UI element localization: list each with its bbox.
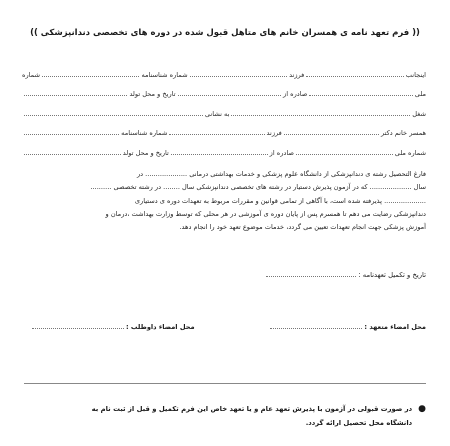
label-job: شغل: [412, 109, 426, 118]
blank-job[interactable]: [231, 109, 410, 116]
body-line: دندانپزشکی رضایت می دهم تا همسرم پس از پایان دوره ی آموزشی در هر محلی که توسط وزارت بهداشت ،درمان و: [105, 209, 426, 218]
body-line: فارغ التحصیل رشته ی دندانپزشکی از دانشگاه علوم پزشکی و خدمات بهداشتی درمانی .................... در: [136, 170, 426, 178]
blank-name[interactable]: [306, 70, 403, 77]
label-number: شماره: [22, 71, 41, 79]
label-spouse: همسر خانم دکتر: [380, 129, 426, 138]
blank-spouse-father[interactable]: [169, 128, 264, 135]
form-title: (( فرم تعهد نامه ی همسران خانم های متاهل قبول شده در دوره های تخصصی دندانپزشکی )): [30, 28, 420, 38]
blank-spouse-national[interactable]: [296, 148, 393, 155]
divider: [24, 383, 426, 384]
commitment-text: [22, 168, 426, 234]
field-line-5: [22, 148, 426, 167]
applicant-signature: [30, 322, 195, 331]
guarantor-signature-label: محل امضاء متعهد :: [364, 323, 426, 331]
blank-id-number[interactable]: [42, 70, 139, 77]
footnote-line: در صورت قبولی در آزمون با پذیرش تعهد عام و یا تعهد خاص این فرم تکمیل و قبل از ثبت نام به: [91, 405, 413, 413]
footnote-line: دانشگاه محل تحصیل ارائه گردد.: [305, 419, 413, 427]
label-spouse-id: شماره شناسنامه: [121, 129, 168, 138]
label-spouse-birth: تاریخ و محل تولد: [122, 148, 169, 157]
label-father: فرزند: [289, 71, 305, 79]
personal-info-fields: [22, 70, 426, 167]
guarantor-signature-blank[interactable]: [270, 322, 362, 329]
label-issued: صادره از: [283, 90, 308, 99]
blank-address[interactable]: [24, 109, 203, 116]
blank-spouse-issued[interactable]: [171, 148, 268, 155]
label-address: به نشانی: [204, 109, 230, 118]
field-line-2: [22, 89, 426, 108]
blank-spouse-id[interactable]: [24, 128, 119, 135]
field-line-3: [22, 109, 426, 128]
label-name: اینجانب: [405, 71, 426, 79]
label-birth: تاریخ و محل تولد: [129, 90, 176, 99]
blank-national-id[interactable]: [309, 89, 412, 96]
blank-issued[interactable]: [178, 89, 281, 96]
completion-date: [264, 270, 426, 279]
footnote-text: [92, 402, 413, 430]
applicant-signature-label: محل امضاء داوطلب :: [126, 323, 195, 331]
blank-birth[interactable]: [24, 89, 127, 96]
label-national: ملی: [414, 90, 426, 99]
blank-father[interactable]: [190, 70, 287, 77]
completion-date-label: تاریخ و تکمیل تعهدنامه :: [358, 271, 426, 279]
body-line: سال .................... که در آزمون پذیرش دستیار در رشته های تخصصی دندانپزشکی سال ........ در رشته تخصصی ..........: [90, 183, 426, 192]
bullet-icon: ●: [418, 404, 426, 414]
field-line-1: [22, 70, 426, 89]
footnote: [24, 402, 426, 430]
label-spouse-issued: صادره از: [269, 148, 294, 157]
applicant-signature-blank[interactable]: [32, 322, 124, 329]
body-line: آموزش پزشکی جهت انجام تعهدات تعیین می گردد، خدمات موضوع تعهد خود را انجام دهد.: [179, 223, 426, 232]
field-line-4: [22, 128, 426, 147]
label-spouse-national: شماره ملی: [394, 148, 426, 157]
blank-spouse[interactable]: [284, 128, 379, 135]
label-spouse-father: فرزند: [266, 129, 282, 138]
label-id-number: شماره شناسنامه: [141, 71, 188, 79]
blank-spouse-birth[interactable]: [24, 148, 121, 155]
signature-area: [30, 322, 426, 331]
body-line: .................... پذیرفته شده است، با آگاهی از تمامی قوانین و مقررات مربوط به تعهدات دوره ی دستیاری: [134, 196, 426, 205]
guarantor-signature: [268, 322, 426, 331]
completion-date-blank[interactable]: [266, 270, 356, 277]
